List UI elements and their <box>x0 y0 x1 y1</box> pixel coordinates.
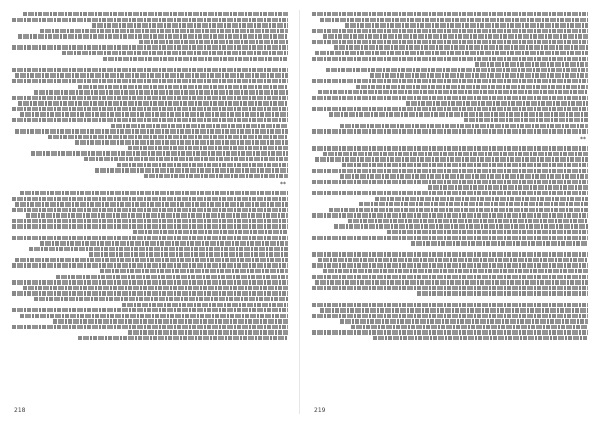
page-number-left: 218 <box>14 407 26 412</box>
right-page-text-block <box>312 12 588 340</box>
left-page <box>12 12 288 412</box>
book-gutter <box>299 10 300 414</box>
left-page-text-block <box>12 12 288 340</box>
separator-mark: ** <box>280 180 286 188</box>
right-page <box>312 12 588 412</box>
page-number-right: 219 <box>314 407 326 412</box>
separator-mark: ** <box>580 136 586 144</box>
